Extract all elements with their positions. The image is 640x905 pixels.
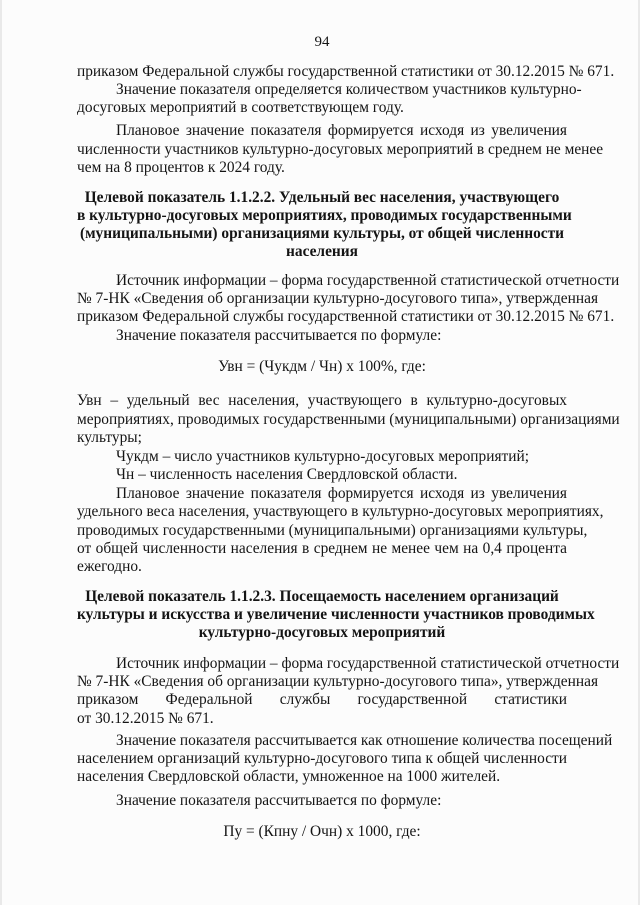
text-line: проводимых государственными (муниципальными) организациями культуры, <box>77 522 588 539</box>
text-line: от общей численности населения в среднем не менее чем на 0,4 процента <box>77 540 567 557</box>
text-line: Значение показателя рассчитывается по формуле: <box>116 327 442 344</box>
text-line: от 30.12.2015 № 671. <box>77 710 214 727</box>
text-line: Значение показателя определяется количеством участников культурно- <box>116 81 582 98</box>
text-line: населения Свердловской области, умноженное на 1000 жителей. <box>77 768 501 785</box>
text-line: Чн – численность населения Свердловской области. <box>116 466 458 483</box>
text-line: Плановое значение показателя формируется исходя из увеличения <box>116 485 567 502</box>
text-line: чем на 8 процентов к 2024 году. <box>77 159 285 176</box>
text-line: № 7-НК «Сведения об организации культурно-досугового типа», утвержденная <box>77 290 599 307</box>
section-heading-line: населения <box>286 243 358 260</box>
text-line: численности участников культурно-досуговых мероприятий в среднем не менее <box>77 141 604 158</box>
text-line: приказом Федеральной службы государственной статистики от 30.12.2015 № 671. <box>77 308 615 325</box>
text-line: населением организаций культурно-досугового типа к общей численности <box>77 750 567 767</box>
section-heading-line: Целевой показатель 1.1.2.2. Удельный вес населения, участвующего <box>84 189 560 206</box>
text-line: Источник информации – форма государственной статистической отчетности <box>116 655 620 672</box>
text-line: Значение показателя рассчитывается по формуле: <box>116 792 442 809</box>
section-heading-line: Целевой показатель 1.1.2.3. Посещаемость населением организаций <box>85 588 559 605</box>
text-line: Плановое значение показателя формируется исходя из увеличения <box>116 122 567 139</box>
page-number: 94 <box>314 34 330 50</box>
text-line: № 7-НК «Сведения об организации культурно-досугового типа», утвержденная <box>77 673 599 690</box>
text-line: мероприятиях, проводимых государственными (муниципальными) организациями <box>77 411 620 428</box>
text-line: Значение показателя рассчитывается как отношение количества посещений <box>116 732 613 749</box>
text-line: досуговых мероприятий в соответствующем году. <box>77 99 404 116</box>
text-line: Увн – удельный вес населения, участвующего в культурно-досуговых <box>77 392 567 409</box>
section-heading-line: (муниципальными) организациями культуры, от общей численности <box>79 225 565 242</box>
text-line: ежегодно. <box>77 558 142 575</box>
section-heading-line: культуры и искусства и увеличение численности участников проводимых <box>77 606 595 623</box>
text-line: приказом Федеральной службы государственной статистики от 30.12.2015 № 671. <box>77 63 615 80</box>
text-line: Источник информации – форма государственной статистической отчетности <box>116 272 620 289</box>
text-line: удельного веса населения, участвующего в культурно-досуговых мероприятиях, <box>77 503 604 520</box>
text-line: приказом Федеральной службы государственной статистики <box>77 691 567 708</box>
section-heading-line: культурно-досуговых мероприятий <box>198 624 446 641</box>
formula: Увн = (Чукдм / Чн) x 100%, где: <box>218 358 426 375</box>
formula: Пу = (Кпну / Очн) x 1000, где: <box>223 823 421 840</box>
text-line: Чукдм – число участников культурно-досуговых мероприятий; <box>116 448 530 465</box>
section-heading-line: в культурно-досуговых мероприятиях, проводимых государственными <box>77 207 572 224</box>
text-line: культуры; <box>77 429 142 446</box>
